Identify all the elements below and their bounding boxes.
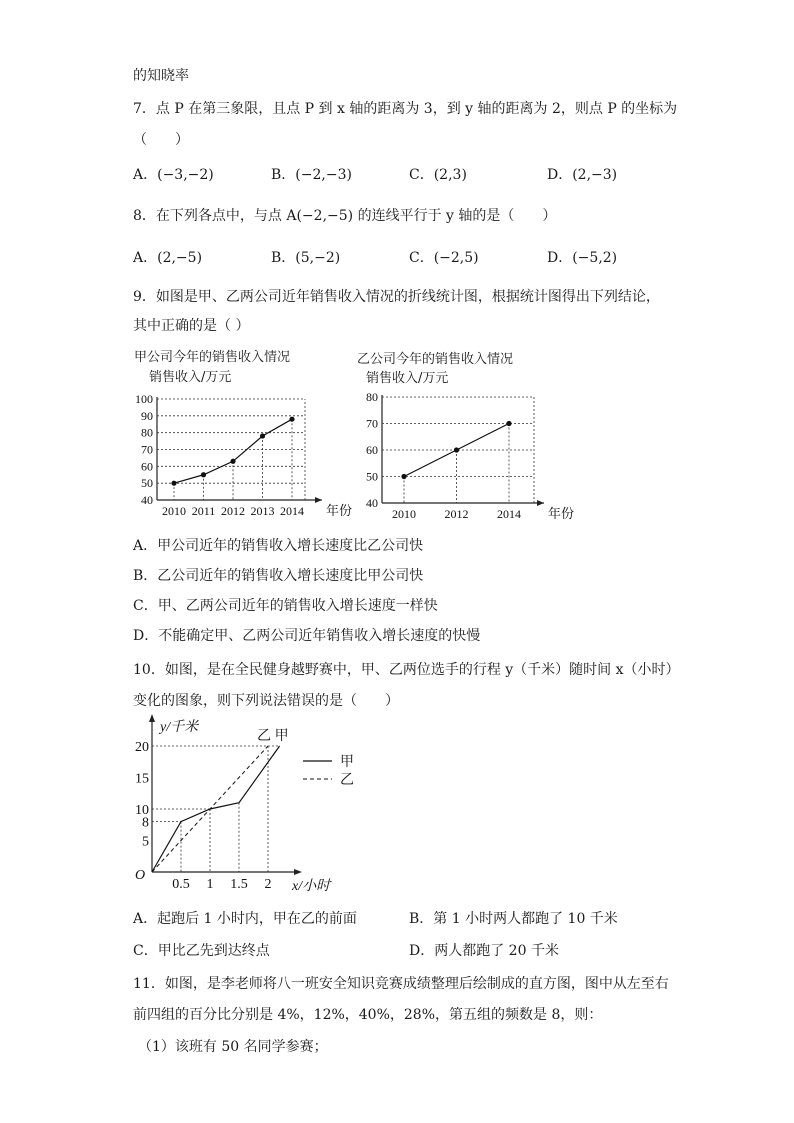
q8-option-a: A．(2,−5) (133, 250, 203, 266)
q10-option-c: C．甲比乙先到达终点 (133, 943, 270, 959)
chart-jia-ylabel: 销售收入/万元 (149, 370, 232, 385)
chart-yi (352, 385, 582, 525)
chart-yi-title: 乙公司今年的销售收入情况 (357, 352, 514, 367)
race-y-tick-label: 8 (142, 815, 149, 831)
jia-y-tick-label: 70 (141, 442, 153, 457)
yi-y-tick-label: 80 (366, 390, 378, 404)
yi-y-tick-label: 50 (366, 469, 378, 484)
q11-line1: 11．如图，是李老师将八一班安全知识竞赛成绩整理后绘制成的直方图，图中从左至右 (133, 976, 669, 992)
race-top-label-jia: 甲 (274, 729, 289, 744)
race-series-jia (152, 746, 280, 872)
q8-text: 8．在下列各点中，与点 A(−2,−5) 的连线平行于 y 轴的是（ ） (133, 208, 557, 224)
yi-data-point (401, 474, 406, 479)
yi-data-point (506, 421, 511, 426)
jia-y-tick-label: 100 (135, 392, 153, 406)
jia-data-point (201, 472, 206, 477)
race-legend-yi-label: 乙 (340, 773, 354, 788)
jia-x-tick-label: 2014 (280, 504, 304, 518)
race-legend-jia-label: 甲 (340, 755, 354, 770)
jia-x-axis-arrow (315, 497, 322, 503)
yi-y-tick-label: 40 (366, 496, 378, 510)
q11-line2: 前四组的百分比分别是 4%，12%，40%，28%，第五组的频数是 8，则： (133, 1007, 603, 1023)
q7-option-a: A．(−3,−2) (133, 167, 214, 183)
chart-yi-ylabel: 销售收入/万元 (366, 371, 449, 386)
q7-text: 7．点 P 在第三象限，且点 P 到 x 轴的距离为 3，到 y 轴的距离为 2，则点 P 的坐标为 (133, 101, 678, 117)
jia-y-tick-label: 80 (141, 425, 153, 440)
q9-option-c: C．甲、乙两公司近年的销售收入增长速度一样快 (133, 598, 438, 614)
chart-jia (130, 385, 355, 525)
q8-option-c: C．(−2,5) (409, 250, 479, 266)
q9-option-d: D．不能确定甲、乙两公司近年销售收入增长速度的快慢 (133, 628, 481, 644)
yi-x-tick-label: 2010 (392, 507, 416, 521)
yi-y-tick-label: 60 (366, 443, 378, 457)
q10-line1: 10．如图，是在全民健身越野赛中，甲、乙两位选手的行程 y（千米）随时间 x（小时） (133, 662, 680, 678)
q10-option-a: A．起跑后 1 小时内，甲在乙的前面 (133, 911, 357, 927)
q9-line2: 其中正确的是（ ） (133, 318, 250, 334)
q10-line2: 变化的图象，则下列说法错误的是（ ） (133, 693, 399, 709)
yi-x-tick-label: 2014 (497, 507, 521, 521)
race-y-axis-arrow (149, 714, 155, 722)
jia-x-label: 年份 (326, 503, 353, 518)
jia-x-tick-label: 2012 (221, 504, 245, 518)
yi-data-point (454, 447, 459, 452)
race-x-axis-arrow (294, 869, 302, 875)
q9-option-b: B．乙公司近年的销售收入增长速度比甲公司快 (133, 568, 424, 584)
race-top-label-yi: 乙 (257, 729, 271, 744)
q11-line3: （1）该班有 50 名同学参赛； (138, 1039, 328, 1055)
yi-x-label: 年份 (548, 506, 575, 521)
jia-data-point (260, 433, 265, 438)
race-x-tick-label: 2 (264, 877, 272, 892)
q7-paren: （ ） (133, 132, 189, 148)
q7-option-d: D．(2,−3) (547, 167, 618, 183)
race-x-tick-label: 1.5 (230, 877, 248, 892)
jia-x-tick-label: 2011 (191, 504, 216, 518)
q7-option-c: C．(2,3) (409, 167, 467, 183)
q9-option-a: A．甲公司近年的销售收入增长速度比乙公司快 (133, 538, 424, 554)
q10-option-b: B．第 1 小时两人都跑了 10 千米 (409, 911, 618, 927)
jia-data-point (230, 459, 235, 464)
jia-x-tick-label: 2013 (250, 504, 275, 518)
q10-option-d: D．两人都跑了 20 千米 (409, 943, 559, 959)
q7-option-b: B．(−2,−3) (271, 167, 352, 183)
race-x-tick-label: 1 (206, 877, 214, 892)
jia-y-tick-label: 50 (141, 476, 153, 491)
race-x-tick-label: 0.5 (172, 877, 190, 892)
race-y-tick-label: 15 (135, 771, 149, 787)
jia-y-tick-label: 60 (141, 459, 153, 474)
q8-option-b: B．(5,−2) (271, 250, 341, 266)
jia-y-tick-label: 90 (141, 408, 153, 423)
race-y-tick-label: 10 (135, 803, 149, 818)
q8-option-d: D．(−5,2) (547, 250, 618, 266)
jia-y-tick-label: 40 (141, 493, 153, 507)
race-y-tick-label: 5 (142, 834, 149, 850)
chart-jia-title: 甲公司今年的销售收入情况 (134, 350, 291, 365)
race-origin-label: O (135, 868, 146, 883)
jia-x-tick-label: 2010 (162, 504, 186, 518)
race-y-tick-label: 20 (135, 740, 149, 755)
race-x-label: x/小时 (292, 879, 331, 894)
chart-race (130, 712, 390, 897)
yi-x-axis-arrow (537, 500, 544, 506)
text-fragment: 的知晓率 (133, 68, 189, 84)
q9-line1: 9．如图是甲、乙两公司近年销售收入情况的折线统计图，根据统计图得出下列结论， (133, 289, 660, 305)
yi-x-tick-label: 2012 (444, 507, 469, 521)
jia-data-point (289, 417, 294, 422)
jia-data-point (171, 481, 176, 486)
yi-y-tick-label: 70 (366, 416, 378, 431)
race-y-label: y/千米 (160, 720, 199, 735)
